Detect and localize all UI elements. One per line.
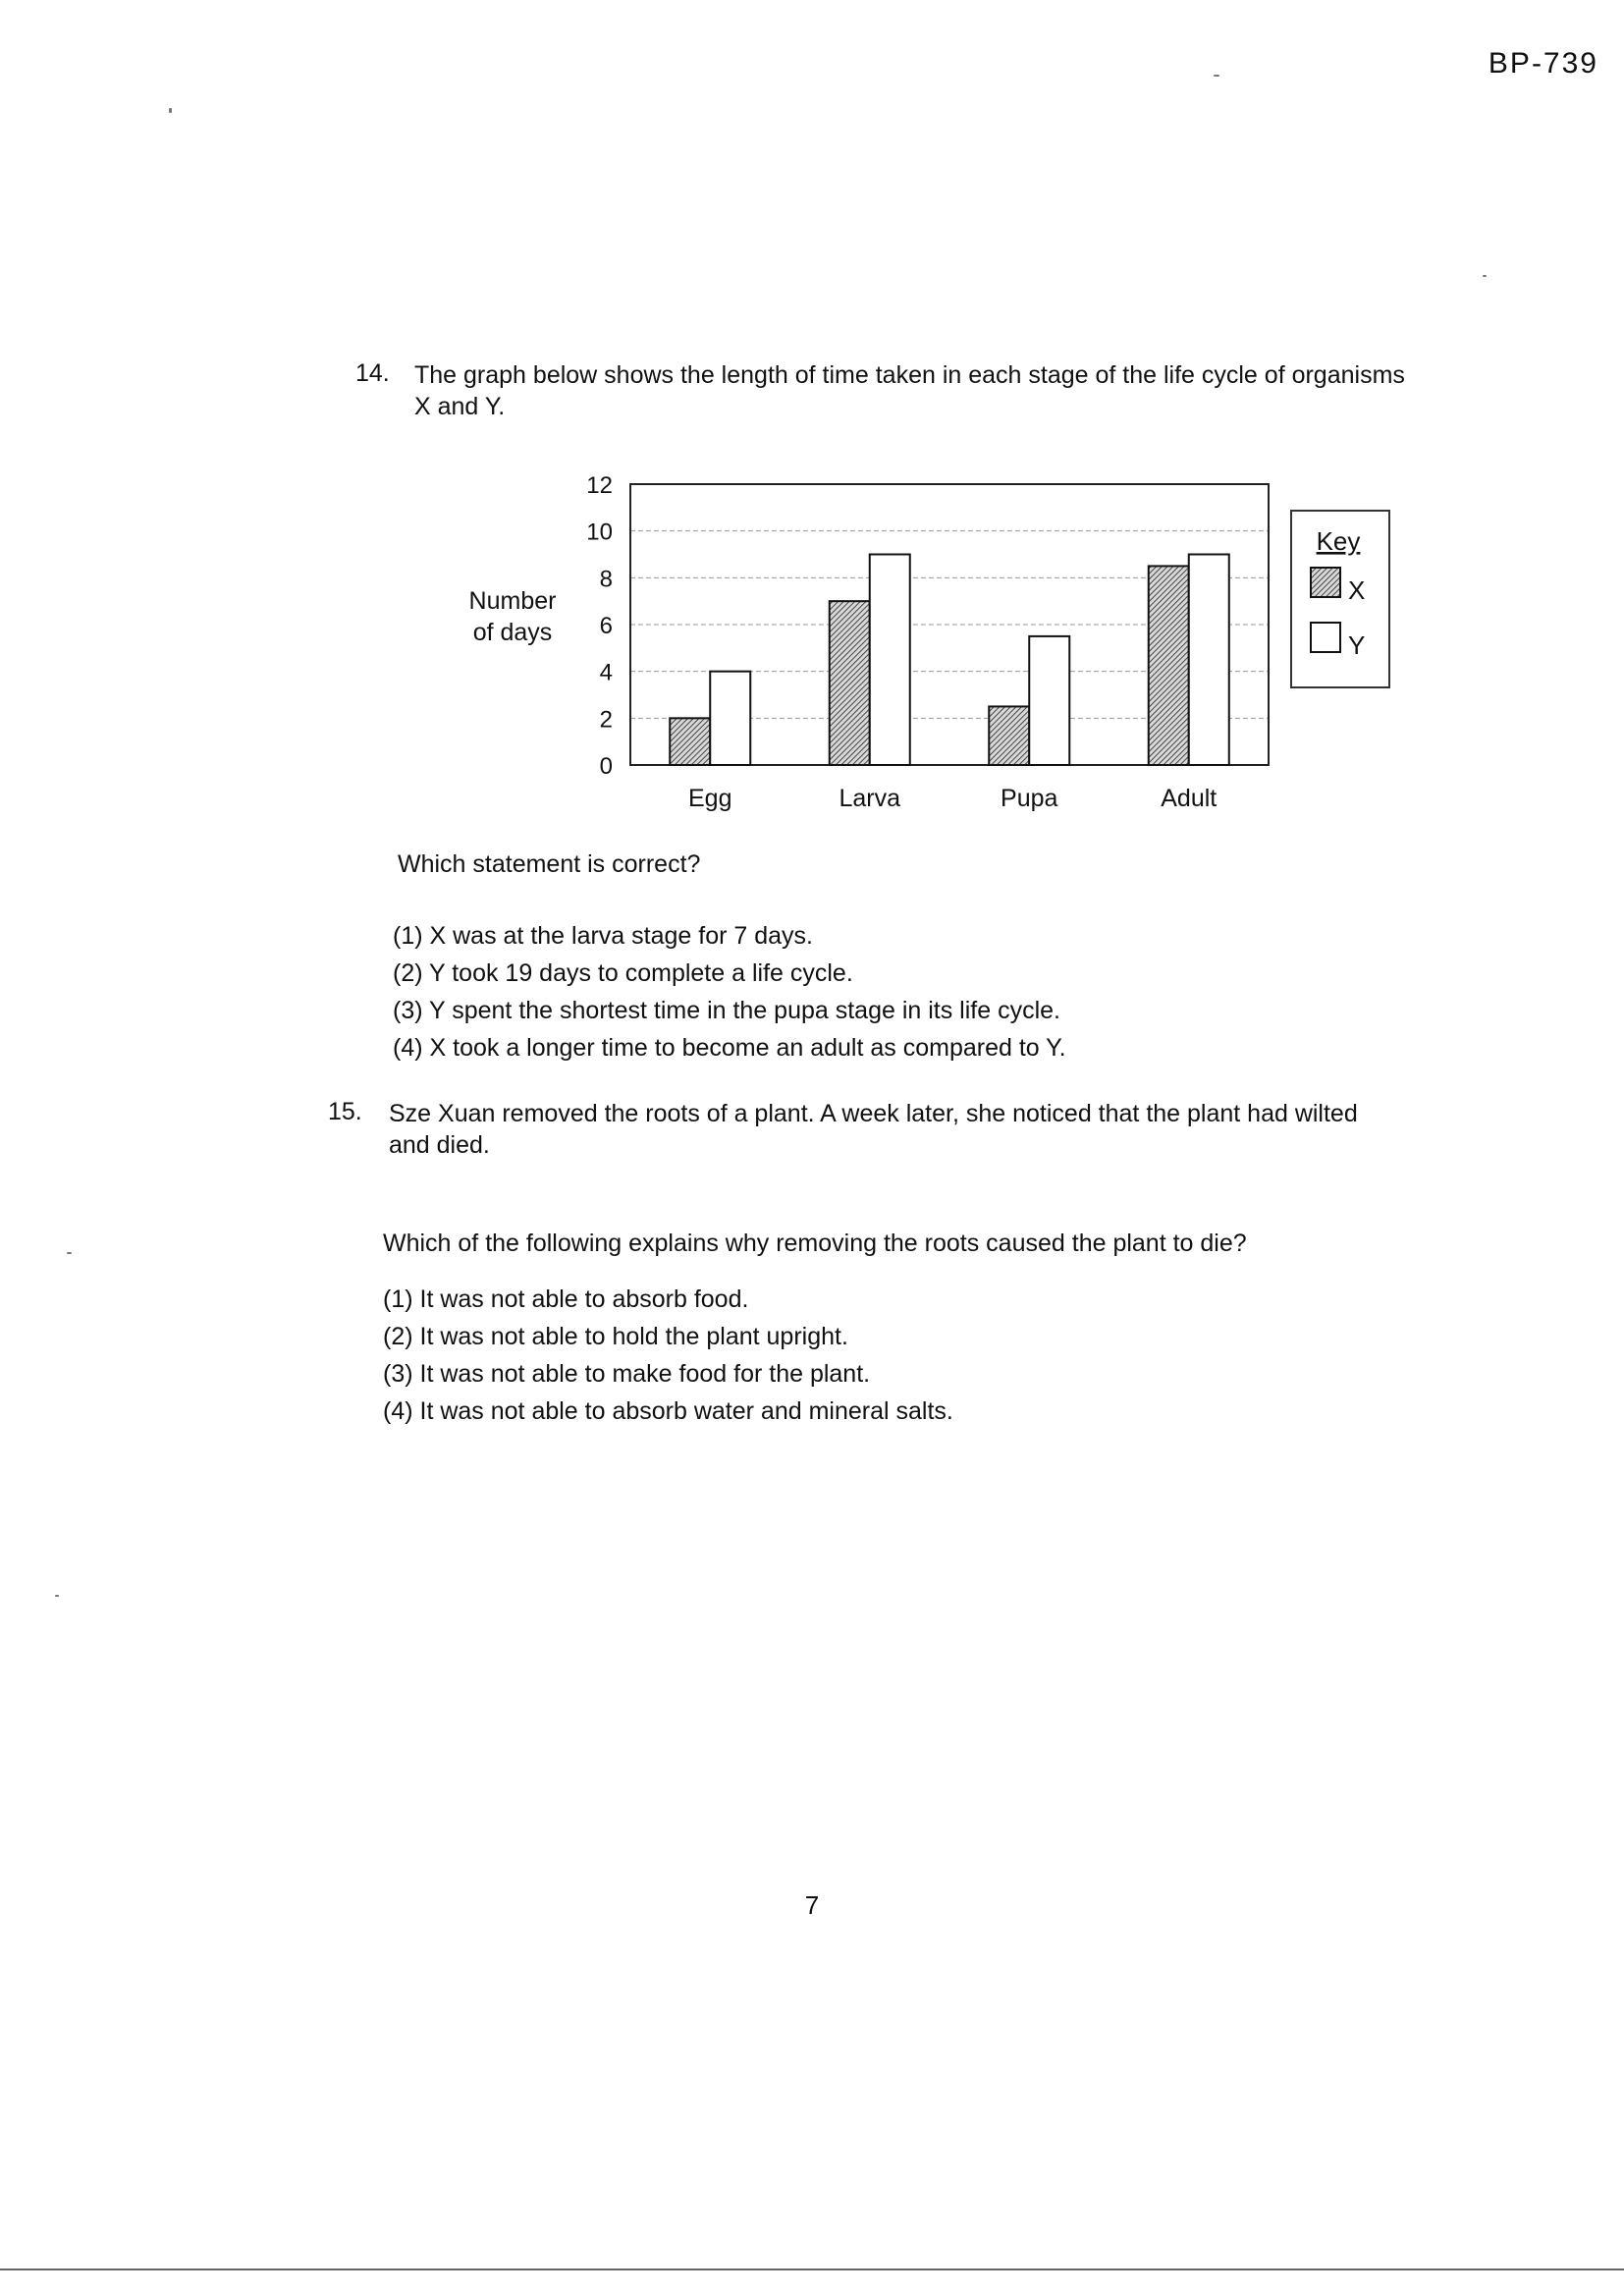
question-15-option-1[interactable]: (1) It was not able to absorb food. — [383, 1285, 749, 1313]
bar-x-egg — [670, 718, 710, 765]
legend-swatch-y — [1311, 623, 1340, 652]
bar-y-egg — [710, 672, 750, 765]
y-tick-label: 4 — [599, 659, 613, 686]
legend-swatch-x — [1311, 568, 1340, 597]
question-15-options — [383, 1281, 953, 1430]
page-bottom-rule — [0, 2269, 1624, 2270]
question-14-options — [393, 917, 1066, 1066]
scan-speck — [1483, 275, 1487, 277]
question-15-option-4[interactable]: (4) It was not able to absorb water and mineral salts. — [383, 1397, 953, 1425]
legend-title: Key — [1316, 526, 1361, 556]
question-15-prompt: Which of the following explains why removing the roots caused the plant to die? — [383, 1230, 1247, 1257]
question-15-number: 15. — [328, 1098, 362, 1125]
question-14-option-3[interactable]: (3) Y spent the shortest time in the pupa stage in its life cycle. — [393, 997, 1060, 1024]
question-14-option-2[interactable]: (2) Y took 19 days to complete a life cycle. — [393, 959, 853, 987]
bar-y-pupa — [1029, 636, 1069, 765]
question-14-option-4[interactable]: (4) X took a longer time to become an adult as compared to Y. — [393, 1034, 1066, 1062]
scan-speck — [1214, 75, 1219, 77]
question-15-text: Sze Xuan removed the roots of a plant. A week later, she noticed that the plant had wilted and died. — [389, 1100, 1358, 1159]
bar-y-adult — [1189, 555, 1229, 766]
bar-y-larva — [870, 555, 910, 766]
life-cycle-bar-chart — [452, 460, 1414, 852]
question-14-prompt: Which statement is correct? — [398, 850, 701, 878]
y-tick-label: 6 — [599, 613, 613, 639]
question-15-option-3[interactable]: (3) It was not able to make food for the plant. — [383, 1360, 871, 1388]
bar-x-pupa — [989, 706, 1029, 765]
y-tick-label: 0 — [599, 753, 613, 780]
y-tick-label: 8 — [599, 566, 613, 593]
x-tick-label: Egg — [688, 785, 732, 812]
x-tick-label: Larva — [839, 785, 901, 812]
y-tick-label: 12 — [586, 472, 613, 499]
legend-label-y: Y — [1348, 630, 1366, 660]
y-tick-label: 10 — [586, 519, 613, 546]
question-14-option-1[interactable]: (1) X was at the larva stage for 7 days. — [393, 922, 813, 950]
question-14-number: 14. — [355, 359, 390, 387]
legend-label-x: X — [1348, 575, 1366, 605]
y-axis-label: of days — [472, 619, 553, 646]
question-14-text: The graph below shows the length of time taken in each stage of the life cycle of organisms X and Y. — [414, 361, 1405, 420]
y-axis-label: Number — [468, 587, 557, 615]
x-tick-label: Adult — [1161, 785, 1218, 812]
scan-speck — [67, 1252, 72, 1254]
question-15-option-2[interactable]: (2) It was not able to hold the plant upright. — [383, 1323, 848, 1350]
scan-speck — [169, 108, 172, 113]
page-code: BP-739 — [1488, 47, 1598, 80]
y-tick-label: 2 — [599, 706, 613, 734]
page-number: 7 — [804, 1890, 820, 1920]
bar-x-adult — [1149, 566, 1189, 765]
bar-x-larva — [830, 601, 870, 765]
x-tick-label: Pupa — [1001, 785, 1058, 812]
scan-speck — [55, 1595, 59, 1597]
